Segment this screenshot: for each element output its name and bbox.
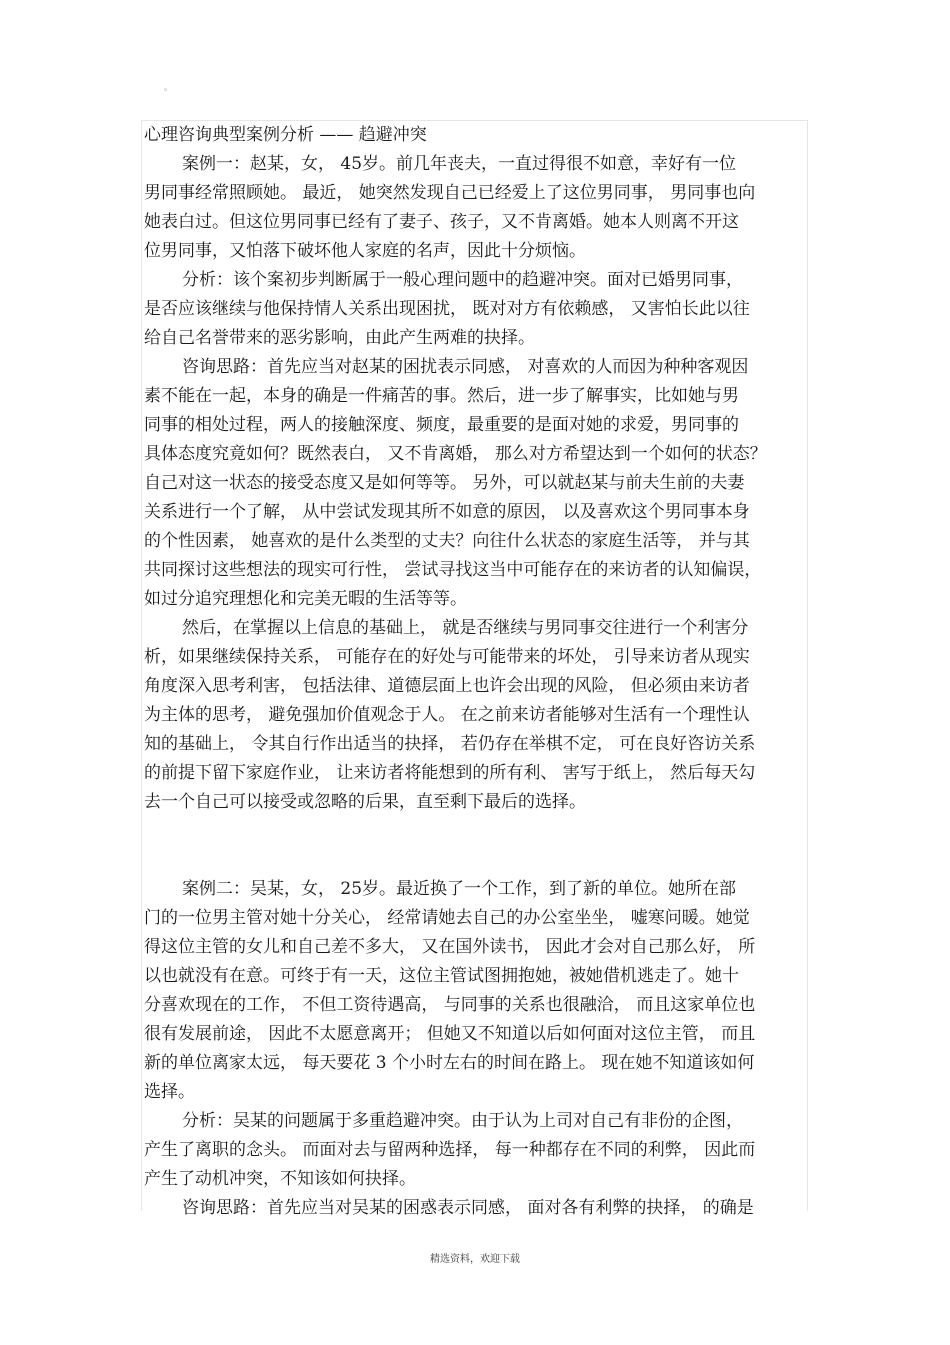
paragraph-line: 同事的相处过程，两人的接触深度、频度，最重要的是面对她的求爱，男同事的 — [144, 415, 739, 435]
paragraph-line: 具体态度究竟如何？既然表白， 又不肯离婚， 那么对方希望达到一个如何的状态？ — [144, 444, 767, 464]
paragraph-line: 男同事经常照顾她。 最近， 她突然发现自己已经爱上了这位男同事， 男同事也向 — [144, 183, 756, 203]
paragraph-line: 她表白过。但这位男同事已经有了妻子、孩子，又不肯离婚。她本人则离不开这 — [144, 212, 739, 232]
paragraph-line: 素不能在一起，本身的确是一件痛苦的事。然后，进一步了解事实，比如她与男 — [144, 386, 739, 406]
paragraph-line: 共同探讨这些想法的现实可行性， 尝试寻找这当中可能存在的来访者的认知偏误， — [144, 560, 762, 580]
paragraph-line: 知的基础上， 令其自行作出适当的抉择， 若仍存在举棋不定， 可在良好咨访关系 — [144, 734, 756, 754]
paragraph-line: 给自己名誉带来的恶劣影响，由此产生两难的抉择。 — [144, 328, 535, 348]
paragraph-line: 为主体的思考， 避免强加价值观念于人。 在之前来访者能够对生活有一个理性认 — [144, 705, 750, 725]
paragraph-line: 分喜欢现在的工作， 不但工资待遇高， 与同事的关系也很融洽， 而且这家单位也 — [144, 995, 756, 1015]
paragraph-line: 是否应该继续与他保持情人关系出现困扰， 既对对方有依赖感， 又害怕长此以往 — [144, 299, 750, 319]
case-two-section — [144, 875, 806, 1223]
paragraph-line: 咨询思路：首先应当对吴某的困惑表示同感， 面对各有利弊的抉择， 的确是 — [182, 1198, 754, 1218]
document-body — [144, 121, 806, 1223]
paragraph-line: 的个性因素， 她喜欢的是什么类型的丈夫？向往什么状态的家庭生活等， 并与其 — [144, 531, 750, 551]
paragraph-line: 位男同事，又怕落下破坏他人家庭的名声，因此十分烦恼。 — [144, 241, 586, 261]
case-one-section — [144, 150, 806, 817]
paragraph-line: 选择。 — [144, 1082, 195, 1102]
paragraph-line: 析，如果继续保持关系， 可能存在的好处与可能带来的坏处， 引导来访者从现实 — [144, 647, 750, 667]
paragraph-line: 如过分追究理想化和完美无暇的生活等等。 — [144, 589, 467, 609]
paragraph-line: 新的单位离家太远， 每天要花 3 个小时左右的时间在路上。 现在她不知道该如何 — [144, 1053, 755, 1073]
paragraph-line: 然后，在掌握以上信息的基础上， 就是否继续与男同事交往进行一个利害分 — [182, 618, 749, 638]
page-mark: 。 — [164, 83, 174, 93]
paragraph-line: 以也就没有在意。可终于有一天，这位主管试图拥抱她，被她借机逃走了。她十 — [144, 966, 739, 986]
paragraph-line: 关系进行一个了解， 从中尝试发现其所不如意的原因， 以及喜欢这个男同事本身 — [144, 502, 750, 522]
paragraph-line: 门的一位男主管对她十分关心， 经常请她去自己的办公室坐坐， 嘘寒问暖。她觉 — [144, 908, 750, 928]
paragraph-line: 分析：该个案初步判断属于一般心理问题中的趋避冲突。面对已婚男同事， — [182, 270, 743, 290]
paragraph-line: 产生了动机冲突，不知该如何抉择。 — [144, 1169, 416, 1189]
paragraph-line: 案例二：吴某，女， 25岁。最近换了一个工作，到了新的单位。她所在部 — [182, 879, 737, 899]
paragraph-line: 很有发展前途， 因此不太愿意离开； 但她又不知道以后如何面对这位主管， 而且 — [144, 1024, 756, 1044]
paragraph-line: 的前提下留下家庭作业， 让来访者将能想到的所有利、 害写于纸上， 然后每天勾 — [144, 763, 756, 783]
paragraph-line: 产生了离职的念头。 而面对去与留两种选择， 每一种都存在不同的利弊， 因此而 — [144, 1140, 756, 1160]
paragraph-line: 咨询思路：首先应当对赵某的困扰表示同感， 对喜欢的人而因为种种客观因 — [182, 357, 749, 377]
paragraph-line: 案例一：赵某，女， 45岁。前几年丧夫，一直过得很不如意，幸好有一位 — [182, 154, 737, 174]
paragraph-line: 得这位主管的女儿和自己差不多大， 又在国外读书， 因此才会对自己那么好， 所 — [144, 937, 756, 957]
paragraph-line: 自己对这一状态的接受态度又是如何等等。 另外，可以就赵某与前夫生前的夫妻 — [144, 473, 745, 493]
page-footer: 精选资料，欢迎下载 — [430, 1254, 520, 1265]
paragraph-line: 角度深入思考利害， 包括法律、道德层面上也许会出现的风险， 但必须由来访者 — [144, 676, 750, 696]
paragraph-line: 分析：吴某的问题属于多重趋避冲突。由于认为上司对自己有非份的企图， — [182, 1111, 743, 1131]
section-gap — [144, 817, 806, 875]
document-title: 心理咨询典型案例分析 —— 趋避冲突 — [144, 125, 427, 145]
paragraph-line: 去一个自己可以接受或忽略的后果，直至剩下最后的选择。 — [144, 792, 586, 812]
